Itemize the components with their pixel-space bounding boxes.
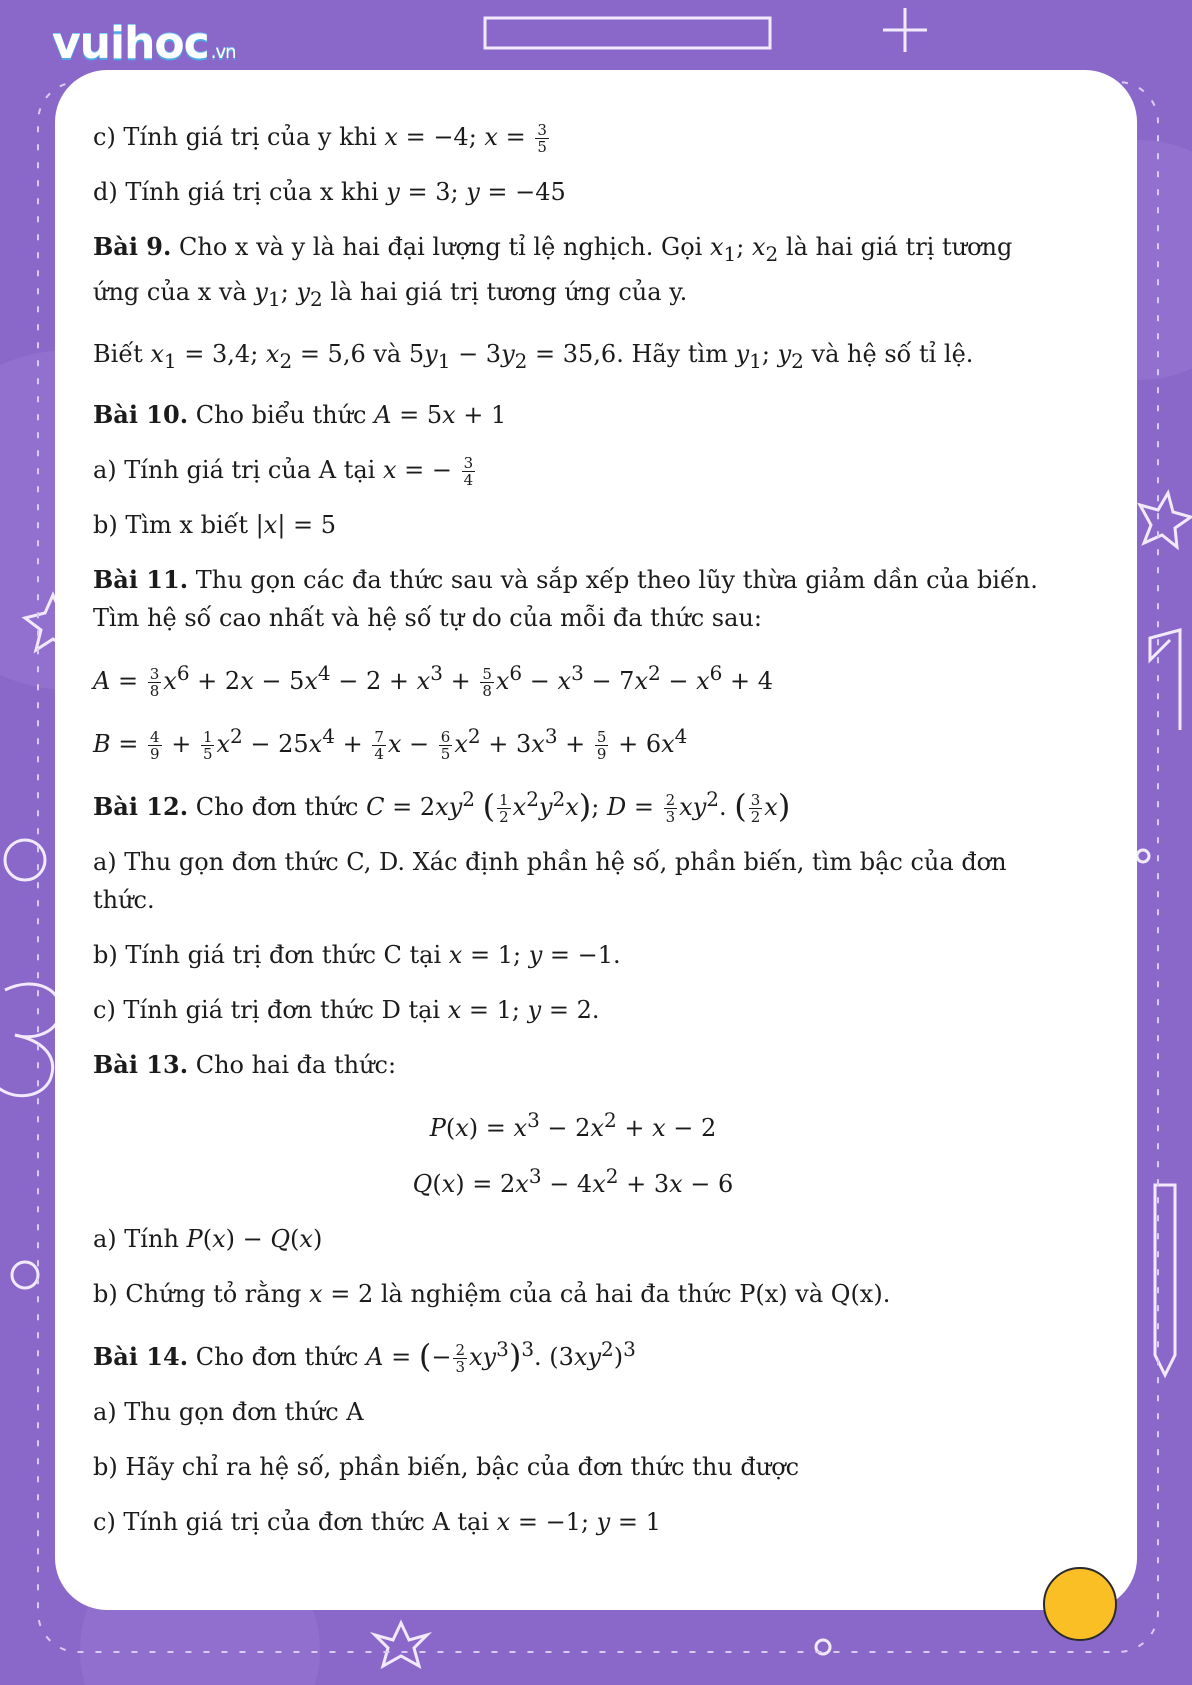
problem-13: Bài 13. Cho hai đa thức: (93, 1050, 397, 1080)
polynomial-B: B = $\frac{4}{9}$ + $\frac{1}{5}$ $x^2 - 25x^4$ + $\frac{7}{4}$ x − $\frac{6}{5}$ $x^2 + 3x^3$ + $\frac{5}{9}$ + $6x^4$ (93, 724, 688, 764)
plus-icon (883, 8, 927, 52)
polynomial-Q: $Q(x) = 2x^3 - 4x^2 + 3x - 6$ (412, 1164, 734, 1199)
one-icon (1150, 630, 1180, 730)
problem-12c: c) Tính giá trị đơn thức D tại x = 1; y = 2. (93, 996, 600, 1025)
brand-logo[interactable] (52, 18, 236, 69)
polynomial-A: A = $\frac{3}{8}$ $x^6 + 2x - 5x^4 - 2 + x^3$ + $\frac{5}{8}$ $x^6 - x^3 - 7x^2 - x^6 + 4$ (93, 661, 774, 701)
problem-12a: a) Thu gọn đơn thức C, D. Xác định phần hệ số, phần biến, tìm bậc của đơn thức. (93, 848, 1007, 915)
problem-10b: b) Tìm x biết |x| = 5 (93, 511, 337, 540)
three-icon (0, 984, 61, 1096)
circle-icon-right (1137, 850, 1149, 862)
problem-10: Bài 10. Cho biểu thức A = 5x + 1 (93, 400, 507, 430)
logo-suffix: .vn (210, 42, 236, 63)
page-corner-dot (1043, 1567, 1117, 1641)
ruler-icon (485, 18, 770, 48)
logo-text: vuihoc (52, 18, 209, 69)
problem-11: Bài 11. Thu gọn các đa thức sau và sắp xếp theo lũy thừa giảm dần của biến. Tìm hệ số cao nhất và hệ số tự do của mỗi đa thức sau: (93, 565, 1038, 633)
circle-icon-left-2 (12, 1262, 38, 1288)
star-icon-bottom (375, 1623, 427, 1666)
problem-14a: a) Thu gọn đơn thức A (93, 1398, 364, 1427)
problem-9-given: Biết $x_1 = 3,4$; $x_2 = 5,6$ và $5y_1 - 3y_2 = 35,6$. Hãy tìm $y_1$; $y_2$ và hệ số tỉ lệ. (93, 339, 974, 373)
problem-12b: b) Tính giá trị đơn thức C tại x = 1; y = −1. (93, 941, 621, 970)
problem-8c: c) Tính giá trị của y khi x = −4; x = $\frac{3}{5}$ (93, 121, 547, 156)
problem-14: Bài 14. Cho đơn thức A = (− $\frac{2}{3}$ $xy^3)^3$. $(3xy^2)^3$ (93, 1337, 636, 1377)
problem-12: Bài 12. Cho đơn thức $C = 2xy^2$ ( $\frac{1}{2}$ $x^2y^2x$); D = $\frac{2}{3}$ $xy^2$. ( $\frac{3}{2}$ x) (93, 787, 791, 827)
problem-14b: b) Hãy chỉ ra hệ số, phần biến, bậc của đơn thức thu được (93, 1453, 800, 1482)
problem-10a: a) Tính giá trị của A tại x = − $\frac{3}{4}$ (93, 454, 474, 490)
star-icon-right (1140, 493, 1191, 547)
problem-13b: b) Chứng tỏ rằng x = 2 là nghiệm của cả hai đa thức P(x) và Q(x). (93, 1280, 891, 1309)
polynomial-P: $P(x) = x^3 - 2x^2 + x - 2$ (429, 1108, 717, 1143)
problem-14c: c) Tính giá trị của đơn thức A tại x = −1; y = 1 (93, 1508, 661, 1537)
worksheet-content (93, 118, 1053, 1558)
problem-8d: d) Tính giá trị của x khi y = 3; y = −45 (93, 178, 566, 206)
circle-icon-left (5, 840, 45, 880)
problem-9: Bài 9. Cho x và y là hai đại lượng tỉ lệ nghịch. Gọi $x_1$; $x_2$ là hai giá trị tương ứng của x và $y_1$; $y_2$ là hai giá trị tương ứng của y. (93, 232, 1013, 311)
problem-13a: a) Tính P(x) − Q(x) (93, 1225, 323, 1254)
